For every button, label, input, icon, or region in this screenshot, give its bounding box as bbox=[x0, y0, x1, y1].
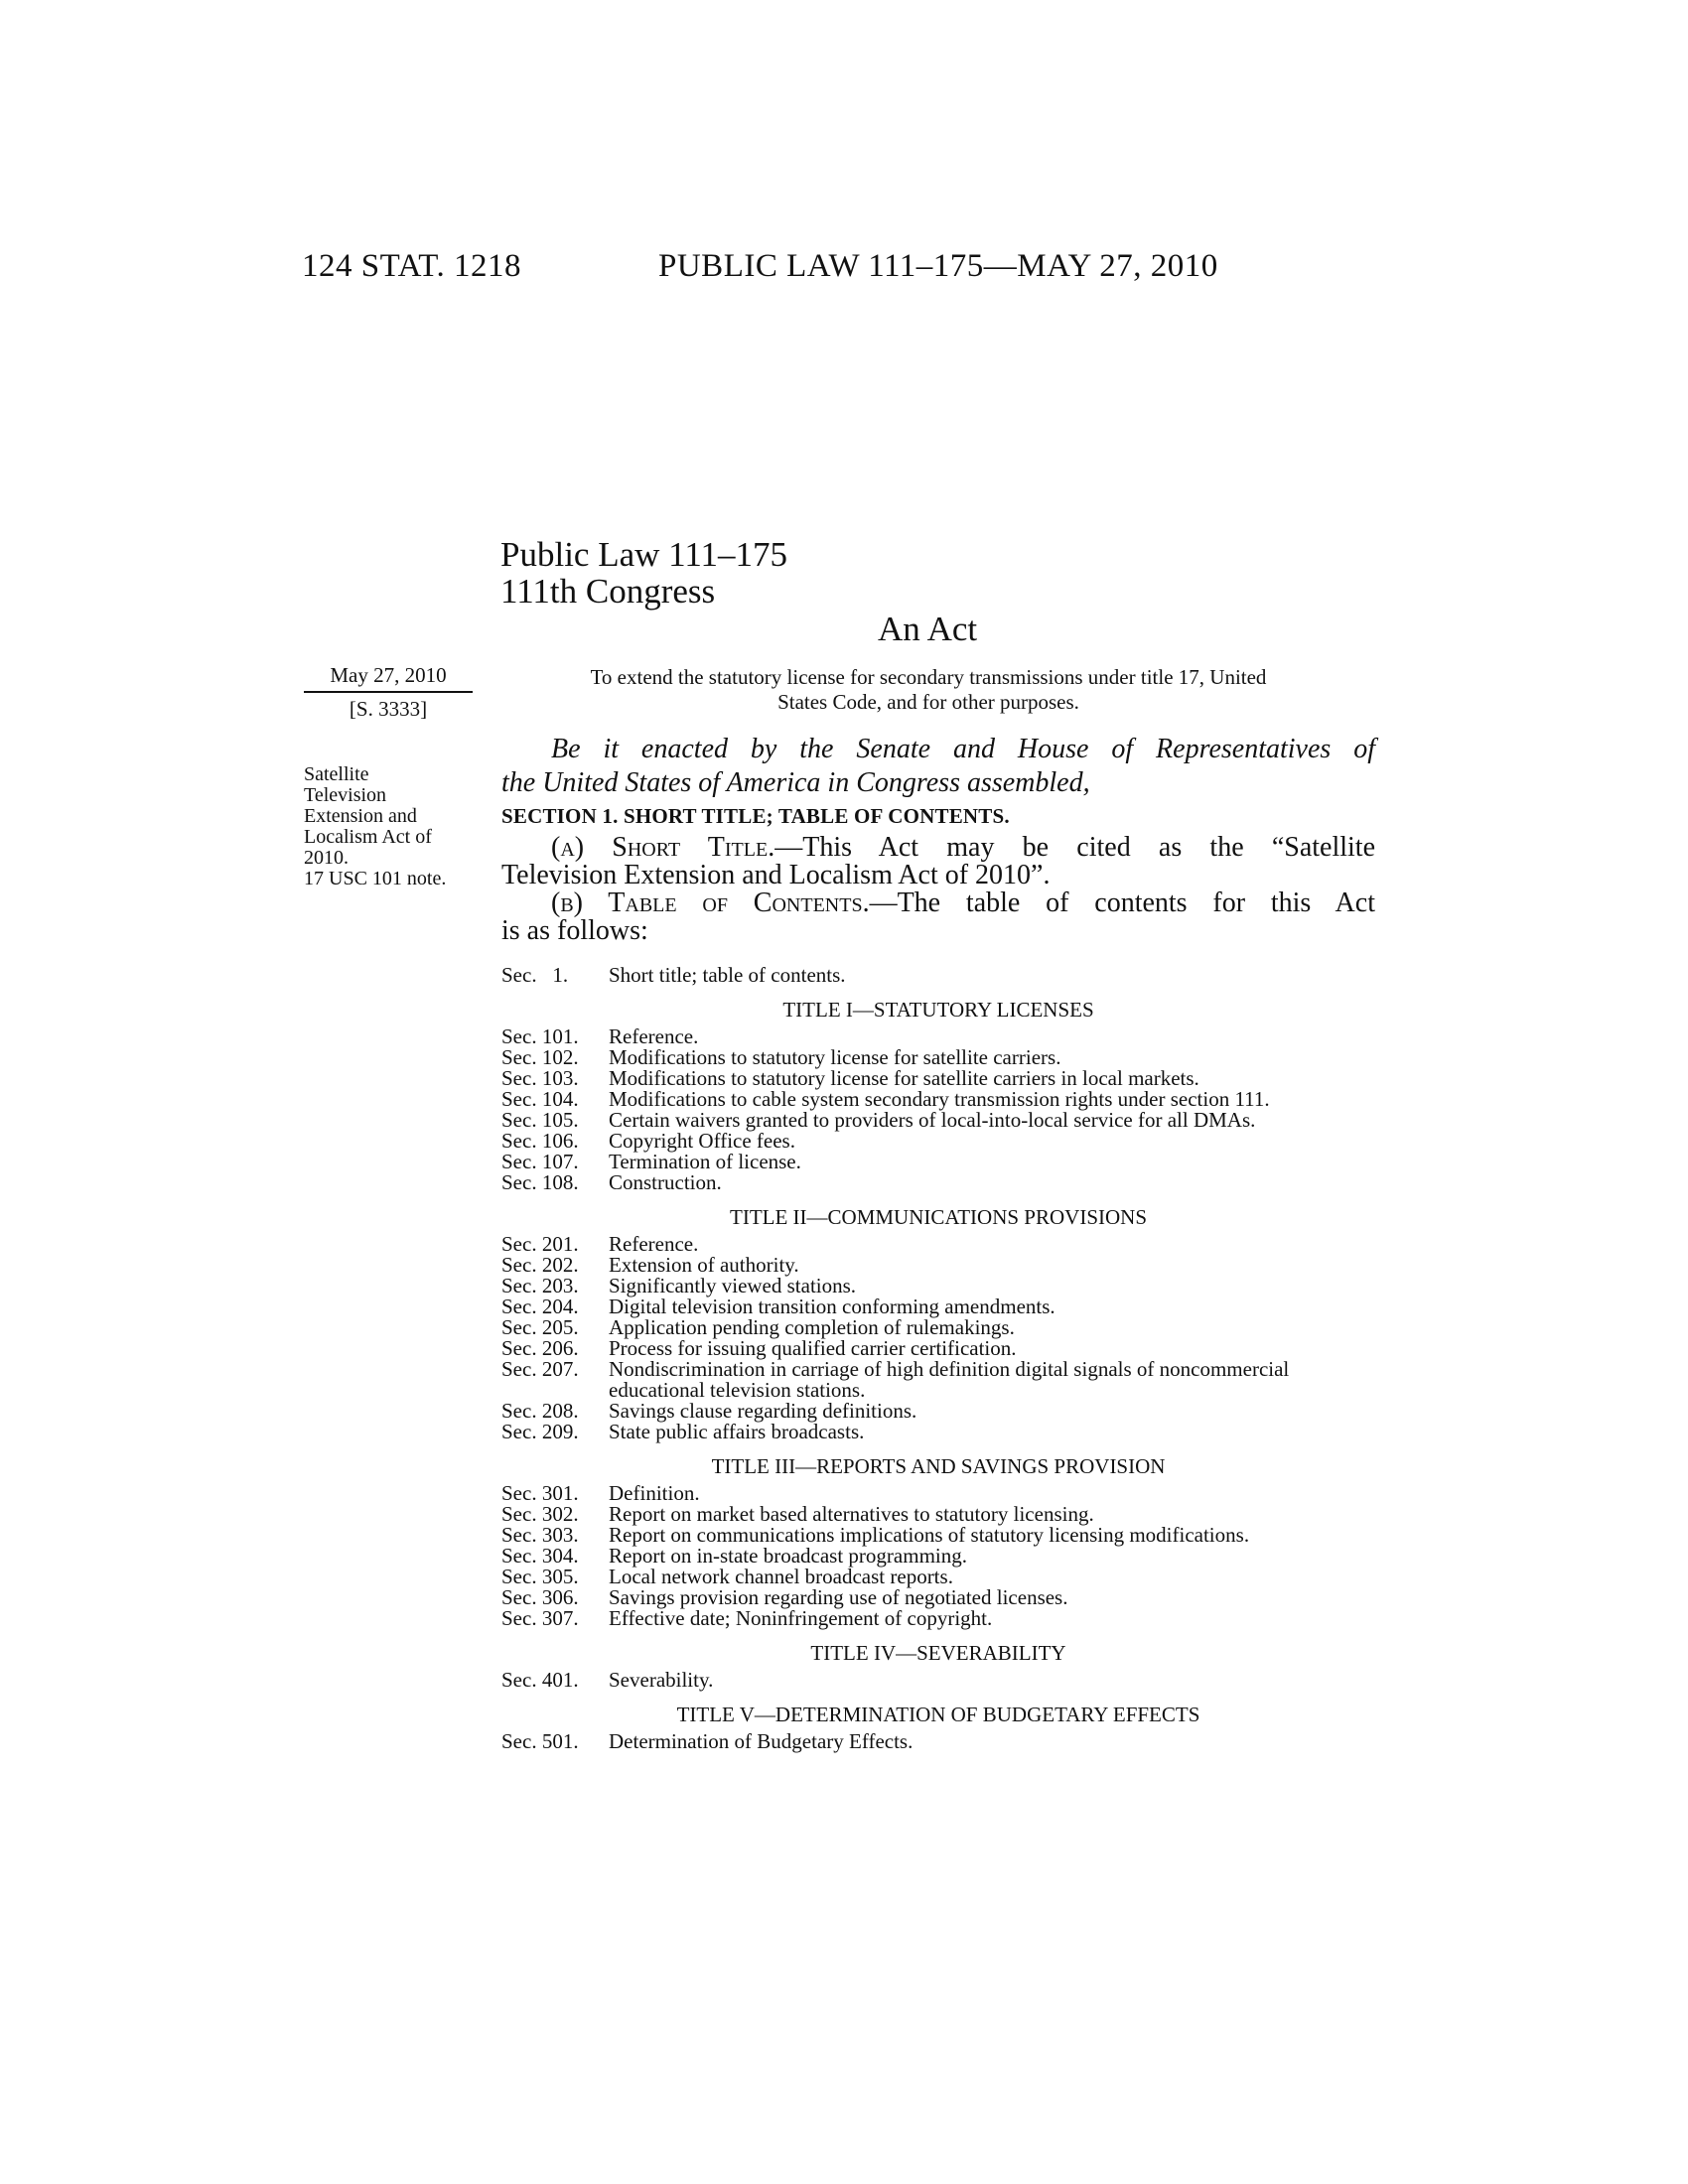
toc-section-number: Sec. 303. bbox=[501, 1523, 579, 1547]
toc-section-title: Certain waivers granted to providers of local-into-local service for all DMAs. bbox=[609, 1108, 1256, 1132]
toc-entry bbox=[501, 1047, 1375, 1068]
toc-section-number: Sec. 401. bbox=[501, 1668, 579, 1692]
toc-section-number: Sec. 207. bbox=[501, 1357, 579, 1381]
margin-note-line: Television bbox=[304, 784, 387, 806]
toc-entry bbox=[501, 1152, 1375, 1172]
toc-section-number: Sec. 208. bbox=[501, 1399, 579, 1423]
page-reference: 124 STAT. 1218 bbox=[302, 248, 522, 284]
toc-section-title: Significantly viewed stations. bbox=[609, 1274, 857, 1297]
toc-section-number: Sec. 201. bbox=[501, 1232, 579, 1256]
toc-title-heading: TITLE I—STATUTORY LICENSES bbox=[782, 998, 1094, 1022]
toc-section-title: Modifications to statutory license for satellite carriers. bbox=[609, 1045, 1061, 1069]
running-header: PUBLIC LAW 111–175—MAY 27, 2010 bbox=[658, 248, 1218, 284]
margin-note-line: Extension and bbox=[304, 805, 417, 827]
toc-entry bbox=[501, 1422, 1375, 1442]
toc-section-title: Determination of Budgetary Effects. bbox=[609, 1729, 914, 1753]
toc-entry bbox=[501, 1587, 1375, 1608]
margin-note-line: Satellite bbox=[304, 763, 369, 785]
margin-note-line: 2010. bbox=[304, 847, 349, 869]
toc-title-heading: TITLE III—REPORTS AND SAVINGS PROVISION bbox=[711, 1454, 1166, 1478]
paragraph-line bbox=[501, 889, 1375, 917]
toc-section-title: Local network channel broadcast reports. bbox=[609, 1565, 953, 1588]
paragraph-text: —The table of contents for this Act bbox=[869, 887, 1375, 918]
toc-section-number: Sec. 105. bbox=[501, 1108, 579, 1132]
act-purpose bbox=[501, 665, 1355, 715]
toc-section-title: Termination of license. bbox=[609, 1150, 801, 1173]
toc-entry bbox=[501, 1504, 1375, 1525]
toc-section-title: State public affairs broadcasts. bbox=[609, 1420, 865, 1443]
toc-section-title: Effective date; Noninfringement of copyright. bbox=[609, 1606, 993, 1630]
toc-section-number: Sec. 1. bbox=[501, 963, 569, 987]
toc-title-heading: TITLE IV—SEVERABILITY bbox=[810, 1641, 1066, 1665]
paragraph-line: Television Extension and Localism Act of 2010”. bbox=[501, 860, 1051, 890]
toc-entry bbox=[501, 1483, 1375, 1504]
toc-entry bbox=[501, 1359, 1375, 1401]
margin-note bbox=[304, 764, 473, 889]
toc-section-title: Modifications to statutory license for satellite carriers in local markets. bbox=[609, 1066, 1199, 1090]
toc-section-number: Sec. 304. bbox=[501, 1544, 579, 1568]
margin-note-line: 17 USC 101 note. bbox=[304, 868, 447, 889]
toc-entry bbox=[501, 1089, 1375, 1110]
toc-section-number: Sec. 104. bbox=[501, 1087, 579, 1111]
enacting-text: Be it enacted by the Senate and House of Representatives of bbox=[551, 734, 1375, 764]
toc-entry bbox=[501, 1026, 1375, 1047]
toc-section-title: Savings provision regarding use of negotiated licenses. bbox=[609, 1585, 1068, 1609]
toc-section-number: Sec. 203. bbox=[501, 1274, 579, 1297]
paragraph-line: is as follows: bbox=[501, 915, 648, 946]
enactment-date-block bbox=[304, 663, 473, 722]
toc-entry bbox=[501, 1276, 1375, 1297]
short-title-paragraph bbox=[501, 834, 1375, 889]
toc-section-title: Nondiscrimination in carriage of high definition digital signals of noncommercial educational television stations. bbox=[609, 1357, 1290, 1402]
toc-section-number: Sec. 307. bbox=[501, 1606, 579, 1630]
margin-note-line: Localism Act of bbox=[304, 826, 432, 848]
toc-title-heading: TITLE II—COMMUNICATIONS PROVISIONS bbox=[730, 1205, 1147, 1229]
toc-section-title: Digital television transition conforming amendments. bbox=[609, 1295, 1055, 1318]
toc-entry bbox=[501, 1525, 1375, 1546]
toc-section-number: Sec. 107. bbox=[501, 1150, 579, 1173]
toc-entry bbox=[501, 965, 1375, 986]
act-label: An Act bbox=[878, 610, 978, 648]
toc-section-title: Extension of authority. bbox=[609, 1253, 799, 1277]
toc-section-number: Sec. 301. bbox=[501, 1481, 579, 1505]
table-of-contents-paragraph bbox=[501, 889, 1375, 945]
toc-section-number: Sec. 305. bbox=[501, 1565, 579, 1588]
toc-entry bbox=[501, 1068, 1375, 1089]
toc-section-title: Reference. bbox=[609, 1024, 699, 1048]
toc-entry bbox=[501, 1234, 1375, 1255]
toc-section-number: Sec. 101. bbox=[501, 1024, 579, 1048]
toc-entry bbox=[501, 1297, 1375, 1317]
purpose-line: To extend the statutory license for secondary transmissions under title 17, United bbox=[590, 665, 1267, 689]
toc-title-heading: TITLE V—DETERMINATION OF BUDGETARY EFFECTS bbox=[676, 1703, 1200, 1726]
toc-entry bbox=[501, 1131, 1375, 1152]
toc-section-title: Short title; table of contents. bbox=[609, 963, 846, 987]
toc-entry bbox=[501, 1608, 1375, 1629]
toc-section-number: Sec. 202. bbox=[501, 1253, 579, 1277]
enacting-line bbox=[501, 733, 1375, 766]
toc-section-number: Sec. 206. bbox=[501, 1336, 579, 1360]
toc-section-number: Sec. 205. bbox=[501, 1315, 579, 1339]
toc-entry bbox=[501, 1317, 1375, 1338]
toc-section-title: Savings clause regarding definitions. bbox=[609, 1399, 917, 1423]
toc-section-number: Sec. 108. bbox=[501, 1170, 579, 1194]
toc-section-title: Modifications to cable system secondary transmission rights under section 111. bbox=[609, 1087, 1270, 1111]
toc-section-title: Definition. bbox=[609, 1481, 700, 1505]
section-heading: SECTION 1. SHORT TITLE; TABLE OF CONTENTS. bbox=[501, 804, 1010, 828]
enacting-line: the United States of America in Congress assembled, bbox=[501, 767, 1090, 798]
toc-section-title: Report on communications implications of statutory licensing modifications. bbox=[609, 1523, 1250, 1547]
law-title-block bbox=[500, 536, 787, 610]
toc-section-title: Reference. bbox=[609, 1232, 699, 1256]
toc-section-title: Copyright Office fees. bbox=[609, 1129, 795, 1153]
toc-entry bbox=[501, 1338, 1375, 1359]
subsection-label: (b) Table of Contents. bbox=[551, 887, 870, 918]
toc-section-title: Application pending completion of rulemakings. bbox=[609, 1315, 1015, 1339]
toc-section-number: Sec. 302. bbox=[501, 1502, 579, 1526]
subsection-label: (a) Short Title. bbox=[551, 832, 775, 863]
paragraph-line bbox=[501, 834, 1375, 862]
toc-section-title: Report on in-state broadcast programming. bbox=[609, 1544, 967, 1568]
paragraph-text: —This Act may be cited as the “Satellite bbox=[774, 832, 1376, 863]
toc-section-title: Severability. bbox=[609, 1668, 714, 1692]
toc-section-number: Sec. 204. bbox=[501, 1295, 579, 1318]
toc-section-number: Sec. 103. bbox=[501, 1066, 579, 1090]
toc-section-number: Sec. 209. bbox=[501, 1420, 579, 1443]
toc-entry bbox=[501, 1172, 1375, 1193]
toc-entry bbox=[501, 1567, 1375, 1587]
bill-number: [S. 3333] bbox=[349, 697, 428, 721]
toc-section-title: Construction. bbox=[609, 1170, 722, 1194]
toc-entry bbox=[501, 1731, 1375, 1752]
enacting-clause bbox=[501, 733, 1375, 800]
toc-section-number: Sec. 501. bbox=[501, 1729, 579, 1753]
table-of-contents bbox=[501, 965, 1375, 1752]
toc-section-number: Sec. 102. bbox=[501, 1045, 579, 1069]
toc-entry bbox=[501, 1670, 1375, 1691]
toc-entry bbox=[501, 1546, 1375, 1567]
toc-entry bbox=[501, 1255, 1375, 1276]
purpose-line: States Code, and for other purposes. bbox=[777, 690, 1079, 714]
toc-section-number: Sec. 106. bbox=[501, 1129, 579, 1153]
toc-entry bbox=[501, 1401, 1375, 1422]
toc-section-number: Sec. 306. bbox=[501, 1585, 579, 1609]
congress-label: 111th Congress bbox=[500, 572, 716, 611]
enactment-date: May 27, 2010 bbox=[304, 663, 473, 693]
toc-entry bbox=[501, 1110, 1375, 1131]
toc-section-title: Report on market based alternatives to statutory licensing. bbox=[609, 1502, 1094, 1526]
toc-section-title: Process for issuing qualified carrier certification. bbox=[609, 1336, 1017, 1360]
law-number: Public Law 111–175 bbox=[500, 535, 788, 574]
